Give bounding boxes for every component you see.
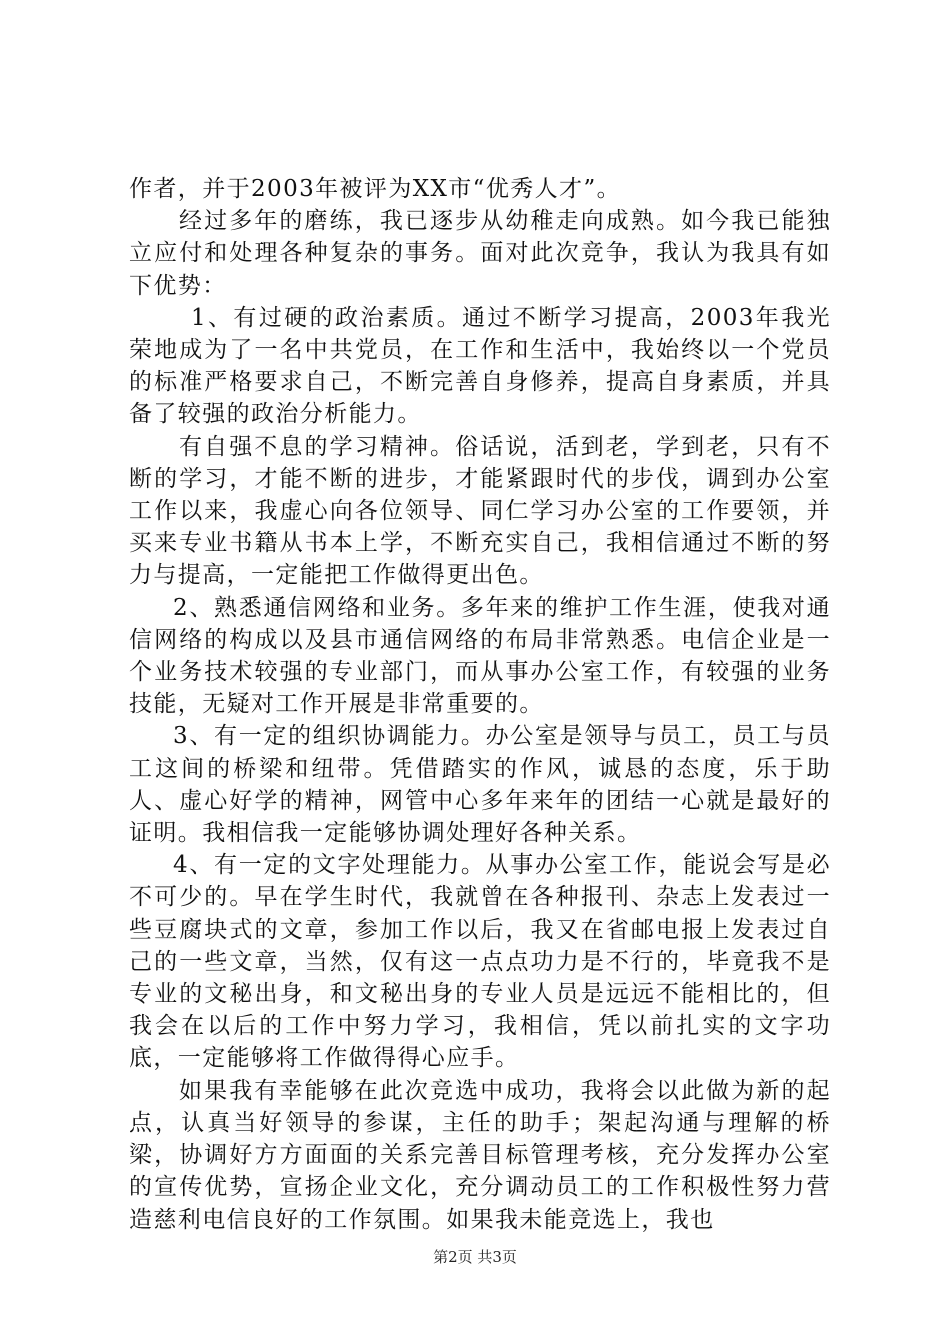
page-footer: 第2页 共3页 <box>433 1248 517 1266</box>
paragraph-intro: 经过多年的磨练，我已逐步从幼稚走向成熟。如今我已能独立应付和处理各种复杂的事务。面对此次竞争，我认为我具有如下优势： <box>129 208 831 299</box>
paragraph-conclusion: 如果我有幸能够在此次竞选中成功，我将会以此做为新的起点，认真当好领导的参谋，主任的助手；架起沟通与理解的桥梁，协调好方方面面的关系完善目标管理考核，充分发挥办公室的宣传优势，宣扬企业文化，充分调动员工的工作积极性努力营造慈利电信良好的工作氛围。如果我未能竞选上，我也 <box>129 1077 831 1233</box>
paragraph-point-4: 4、有一定的文字处理能力。从事办公室工作，能说会写是必不可少的。早在学生时代，我就曾在各种报刊、杂志上发表过一些豆腐块式的文章，参加工作以后，我又在省邮电报上发表过自己的一些文章，当然，仅有这一点点功力是不行的，毕竟我不是专业的文秘出身，和文秘出身的专业人员是远远不能相比的，但我会在以后的工作中努力学习，我相信，凭以前扎实的文字功底，一定能够将工作做得得心应手。 <box>129 852 831 1072</box>
paragraph-continuation: 作者，并于2003年被评为XX市“优秀人才”。 <box>129 176 621 202</box>
paragraph-point-2: 2、熟悉通信网络和业务。多年来的维护工作生涯，使我对通信网络的构成以及县市通信网络的布局非常熟悉。电信企业是一个业务技术较强的专业部门，而从事办公室工作，有较强的业务技能，无疑对工作开展是非常重要的。 <box>129 594 831 718</box>
document-body <box>129 173 831 1236</box>
paragraph-point-1: 1、有过硬的政治素质。通过不断学习提高，2003年我光荣地成为了一名中共党员，在工作和生活中，我始终以一个党员的标准严格要求自己，不断完善自身修养，提高自身素质，并具备了较强的政治分析能力。 <box>129 304 831 428</box>
paragraph-learning-spirit: 有自强不息的学习精神。俗话说，活到老，学到老，只有不断的学习，才能不断的进步，才能紧跟时代的步伐，调到办公室工作以来，我虚心向各位领导、同仁学习办公室的工作要领，并买来专业书籍从书本上学，不断充实自己，我相信通过不断的努力与提高，一定能把工作做得更出色。 <box>129 433 831 589</box>
paragraph-point-3: 3、有一定的组织协调能力。办公室是领导与员工，员工与员工这间的桥梁和纽带。凭借踏实的作风，诚恳的态度，乐于助人、虚心好学的精神，网管中心多年来年的团结一心就是最好的证明。我相信我一定能够协调处理好各种关系。 <box>129 723 831 847</box>
